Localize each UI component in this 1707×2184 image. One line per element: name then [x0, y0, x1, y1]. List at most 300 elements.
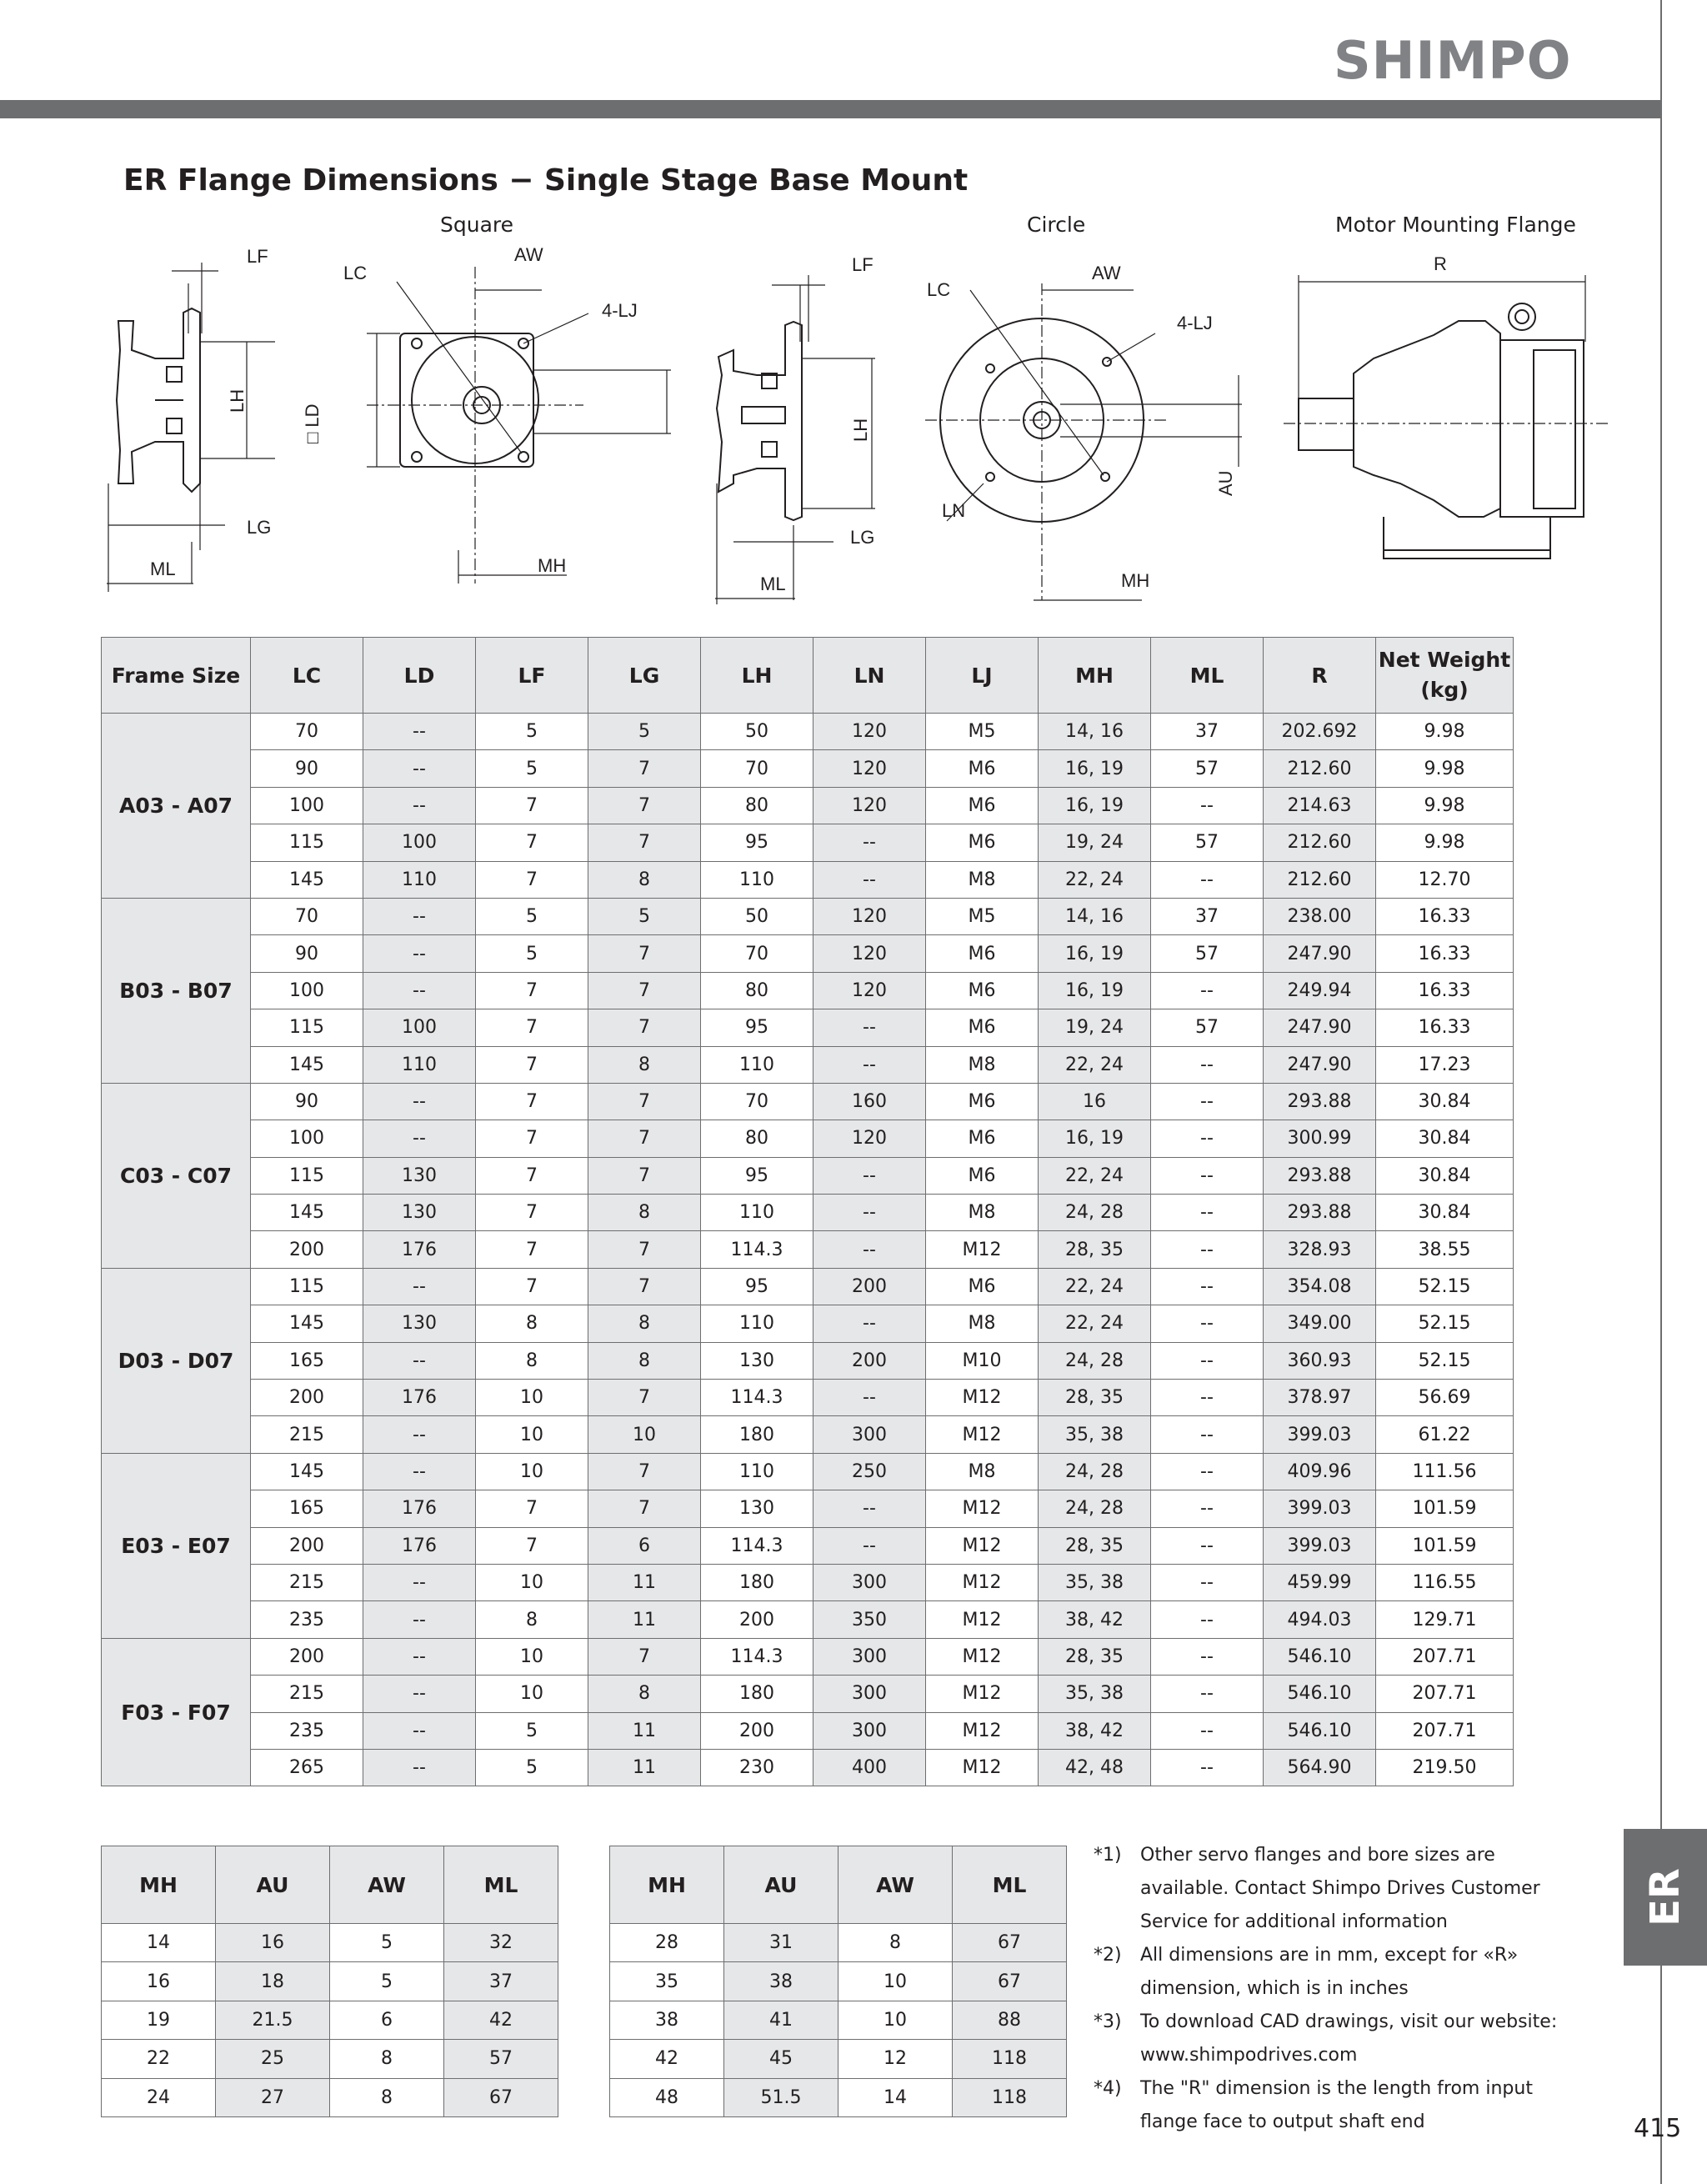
table-cell: 7 — [476, 1120, 588, 1157]
table-cell: 95 — [701, 1268, 813, 1305]
table-cell: -- — [813, 1305, 926, 1342]
motor-flange-view — [1284, 275, 1609, 559]
table-cell: 7 — [476, 861, 588, 898]
label-r: R — [1434, 253, 1447, 274]
table-cell: -- — [813, 1527, 926, 1564]
table-cell: 399.03 — [1264, 1527, 1376, 1564]
page-title: ER Flange Dimensions − Single Stage Base Mount — [123, 163, 969, 198]
table-cell: 120 — [813, 1120, 926, 1157]
table-cell: 22, 24 — [1039, 1046, 1151, 1083]
col-header: LC — [251, 638, 363, 714]
col-header: MH — [1039, 638, 1151, 714]
table-cell: -- — [363, 1564, 476, 1600]
table-cell: 24, 28 — [1039, 1195, 1151, 1231]
table-cell: 88 — [953, 2001, 1067, 2039]
table-row — [102, 898, 1514, 934]
table-cell: 160 — [813, 1083, 926, 1120]
table-cell: 293.88 — [1264, 1157, 1376, 1194]
table-cell: 215 — [251, 1416, 363, 1453]
table-cell: 180 — [701, 1564, 813, 1600]
table-header-row — [610, 1846, 1067, 1924]
dimension-drawings — [83, 233, 1650, 617]
table-cell: 61.22 — [1376, 1416, 1514, 1453]
table-cell: 18 — [216, 1962, 330, 2001]
table-cell: 115 — [251, 1157, 363, 1194]
table-cell: M8 — [926, 1305, 1039, 1342]
table-cell: -- — [1151, 1453, 1264, 1490]
table-cell: -- — [1151, 861, 1264, 898]
table-cell: 230 — [701, 1749, 813, 1786]
table-cell: 5 — [476, 1712, 588, 1749]
table-cell: 378.97 — [1264, 1380, 1376, 1416]
table-cell: 7 — [588, 972, 701, 1009]
table-cell: 30.84 — [1376, 1083, 1514, 1120]
col-header: R — [1264, 638, 1376, 714]
table-cell: 38 — [610, 2001, 724, 2039]
table-cell: 212.60 — [1264, 824, 1376, 861]
table-cell: 546.10 — [1264, 1676, 1376, 1712]
table-cell: 120 — [813, 898, 926, 934]
table-cell: M6 — [926, 1157, 1039, 1194]
col-header: AW — [838, 1846, 953, 1924]
table-cell: 6 — [588, 1527, 701, 1564]
table-cell: 12.70 — [1376, 861, 1514, 898]
table-cell: M12 — [926, 1712, 1039, 1749]
table-cell: -- — [1151, 1490, 1264, 1527]
table-cell: 350 — [813, 1601, 926, 1638]
table-cell: 110 — [701, 1046, 813, 1083]
table-cell: 8 — [588, 1305, 701, 1342]
label-ln: LN — [942, 500, 966, 521]
table-row — [102, 1009, 1514, 1046]
table-cell: M12 — [926, 1749, 1039, 1786]
table-cell: -- — [1151, 1231, 1264, 1268]
table-cell: 50 — [701, 714, 813, 750]
table-cell: 28, 35 — [1039, 1231, 1151, 1268]
table-row — [102, 2001, 558, 2039]
table-cell: M6 — [926, 1083, 1039, 1120]
table-cell: 120 — [813, 714, 926, 750]
table-cell: 37 — [1151, 714, 1264, 750]
table-cell: 56.69 — [1376, 1380, 1514, 1416]
table-cell: 409.96 — [1264, 1453, 1376, 1490]
table-cell: 11 — [588, 1749, 701, 1786]
table-row — [102, 824, 1514, 861]
table-cell: M8 — [926, 1195, 1039, 1231]
table-cell: 7 — [588, 1083, 701, 1120]
table-cell: 52.15 — [1376, 1268, 1514, 1305]
table-cell: 238.00 — [1264, 898, 1376, 934]
table-cell: -- — [813, 1157, 926, 1194]
footnote-text: To download CAD drawings, visit our website: www.shimpodrives.com — [1140, 2011, 1558, 2066]
table-cell: M6 — [926, 1009, 1039, 1046]
table-cell: 115 — [251, 824, 363, 861]
table-row — [102, 1962, 558, 2001]
table-cell: 31 — [724, 1924, 838, 1962]
table-cell: 176 — [363, 1527, 476, 1564]
table-cell: 90 — [251, 1083, 363, 1120]
table-cell: 300 — [813, 1712, 926, 1749]
table-cell: 16, 19 — [1039, 935, 1151, 972]
table-cell: M12 — [926, 1676, 1039, 1712]
table-cell: 114.3 — [701, 1527, 813, 1564]
table-cell: 215 — [251, 1676, 363, 1712]
table-cell: -- — [1151, 1527, 1264, 1564]
table-cell: 42 — [610, 2040, 724, 2078]
table-cell: M8 — [926, 861, 1039, 898]
table-row — [610, 1962, 1067, 2001]
table-cell: 10 — [476, 1453, 588, 1490]
table-cell: 5 — [476, 750, 588, 787]
shimpo-logo: SHIMPO — [1334, 30, 1572, 91]
table-cell: 14, 16 — [1039, 898, 1151, 934]
table-row — [102, 1749, 1514, 1786]
col-header: MH — [102, 1846, 216, 1924]
label-lj-circle: 4-LJ — [1177, 313, 1213, 333]
table-cell: 7 — [476, 1195, 588, 1231]
table-cell: 24, 28 — [1039, 1490, 1151, 1527]
table-row — [610, 2001, 1067, 2039]
table-cell: 130 — [363, 1157, 476, 1194]
table-cell: 110 — [701, 1195, 813, 1231]
label-lc: LC — [343, 263, 368, 283]
table-cell: 215 — [251, 1564, 363, 1600]
table-cell: 7 — [588, 1157, 701, 1194]
table-cell: 212.60 — [1264, 750, 1376, 787]
view-label-motor: Motor Mounting Flange — [1335, 213, 1576, 237]
table-cell: 16.33 — [1376, 1009, 1514, 1046]
table-cell: 7 — [588, 1490, 701, 1527]
table-cell: 11 — [588, 1564, 701, 1600]
col-header: LH — [701, 638, 813, 714]
table-cell: 7 — [588, 787, 701, 824]
table-cell: 120 — [813, 787, 926, 824]
table-cell: -- — [363, 1268, 476, 1305]
table-cell: -- — [813, 1009, 926, 1046]
table-row — [102, 1342, 1514, 1379]
table-cell: 16 — [102, 1962, 216, 2001]
table-cell: 9.98 — [1376, 824, 1514, 861]
table-cell: M6 — [926, 935, 1039, 972]
table-cell: -- — [1151, 1416, 1264, 1453]
frame-size-cell: E03 - E07 — [102, 1453, 251, 1638]
table-cell: 200 — [251, 1527, 363, 1564]
table-cell: 100 — [363, 1009, 476, 1046]
table-cell: 6 — [330, 2001, 444, 2039]
table-cell: 200 — [701, 1601, 813, 1638]
table-cell: M12 — [926, 1416, 1039, 1453]
table-cell: 11 — [588, 1712, 701, 1749]
table-body — [102, 714, 1514, 1786]
table-cell: 400 — [813, 1749, 926, 1786]
table-cell: 9.98 — [1376, 787, 1514, 824]
table-cell: 5 — [330, 1962, 444, 2001]
table-cell: -- — [813, 1046, 926, 1083]
table-cell: 118 — [953, 2040, 1067, 2078]
table-cell: 130 — [701, 1490, 813, 1527]
table-cell: 5 — [476, 898, 588, 934]
table-cell: 16, 19 — [1039, 1120, 1151, 1157]
table-cell: 7 — [588, 1009, 701, 1046]
footnote-text: Other servo flanges and bore sizes are available. Contact Shimpo Drives Customer Service for additional information — [1140, 1845, 1540, 1932]
table-cell: -- — [363, 1712, 476, 1749]
table-cell: 165 — [251, 1342, 363, 1379]
table-cell: 16.33 — [1376, 972, 1514, 1009]
label-lh: LH — [227, 388, 248, 413]
table-cell: 22, 24 — [1039, 1268, 1151, 1305]
col-header: AU — [216, 1846, 330, 1924]
table-cell: 37 — [444, 1962, 558, 2001]
table-cell: 120 — [813, 750, 926, 787]
label-mh: MH — [538, 555, 567, 576]
table-row — [102, 787, 1514, 824]
table-cell: 16 — [1039, 1083, 1151, 1120]
table-cell: 176 — [363, 1490, 476, 1527]
table-cell: 180 — [701, 1676, 813, 1712]
table-cell: 14, 16 — [1039, 714, 1151, 750]
footnote — [1094, 2006, 1560, 2072]
table-cell: -- — [1151, 1638, 1264, 1675]
table-row — [102, 1380, 1514, 1416]
table-cell: 8 — [476, 1305, 588, 1342]
col-header: LD — [363, 638, 476, 714]
label-lj: 4-LJ — [602, 300, 638, 321]
table-cell: 48 — [610, 2078, 724, 2116]
col-header: AU — [724, 1846, 838, 1924]
table-cell: 21.5 — [216, 2001, 330, 2039]
table-cell: 22, 24 — [1039, 1157, 1151, 1194]
table-cell: -- — [1151, 787, 1264, 824]
table-cell: 145 — [251, 1195, 363, 1231]
table-cell: M6 — [926, 1120, 1039, 1157]
table-cell: -- — [1151, 1380, 1264, 1416]
label-ld: □ LD — [302, 403, 323, 443]
table-cell: 38 — [724, 1962, 838, 2001]
table-cell: 100 — [363, 824, 476, 861]
table-cell: 9.98 — [1376, 714, 1514, 750]
flange-dimensions-table — [101, 637, 1514, 1786]
table-cell: 7 — [588, 1120, 701, 1157]
table-cell: 118 — [953, 2078, 1067, 2116]
table-cell: 546.10 — [1264, 1638, 1376, 1675]
table-cell: 80 — [701, 1120, 813, 1157]
table-cell: 70 — [251, 898, 363, 934]
table-cell: M6 — [926, 750, 1039, 787]
table-cell: 30.84 — [1376, 1157, 1514, 1194]
col-header: ML — [953, 1846, 1067, 1924]
table-cell: -- — [363, 1453, 476, 1490]
table-cell: M8 — [926, 1453, 1039, 1490]
table-row — [102, 1268, 1514, 1305]
table-row — [610, 2040, 1067, 2078]
table-cell: -- — [363, 1638, 476, 1675]
table-cell: 95 — [701, 1157, 813, 1194]
table-cell: M6 — [926, 787, 1039, 824]
footnote-mark: *2) — [1094, 1945, 1122, 1966]
label-ml-circle: ML — [760, 574, 786, 594]
table-cell: 70 — [701, 1083, 813, 1120]
table-header-row — [102, 638, 1514, 714]
table-cell: -- — [363, 1416, 476, 1453]
col-header: LJ — [926, 638, 1039, 714]
table-cell: 45 — [724, 2040, 838, 2078]
table-cell: 35 — [610, 1962, 724, 2001]
table-cell: 8 — [476, 1342, 588, 1379]
table-cell: 22, 24 — [1039, 1305, 1151, 1342]
label-ml: ML — [150, 559, 176, 579]
label-lf-circle: LF — [852, 254, 874, 275]
table-header-row — [102, 1846, 558, 1924]
table-row — [102, 1046, 1514, 1083]
shaft-table-1 — [101, 1846, 558, 2117]
table-cell: M12 — [926, 1490, 1039, 1527]
col-header: LN — [813, 638, 926, 714]
page-number: 415 — [1634, 2114, 1682, 2143]
table-cell: -- — [1151, 1676, 1264, 1712]
table-row — [102, 1712, 1514, 1749]
table-cell: 10 — [588, 1416, 701, 1453]
table-cell: 110 — [701, 1305, 813, 1342]
table-cell: 8 — [588, 1676, 701, 1712]
table-cell: 100 — [251, 972, 363, 1009]
table-cell: 10 — [838, 1962, 953, 2001]
table-cell: 145 — [251, 1046, 363, 1083]
table-cell: M12 — [926, 1601, 1039, 1638]
table-cell: 51.5 — [724, 2078, 838, 2116]
table-cell: 22 — [102, 2040, 216, 2078]
table-cell: -- — [363, 1120, 476, 1157]
table-cell: 200 — [251, 1380, 363, 1416]
table-cell: 7 — [476, 1490, 588, 1527]
table-cell: 300 — [813, 1676, 926, 1712]
table-cell: M10 — [926, 1342, 1039, 1379]
table-cell: 8 — [330, 2040, 444, 2078]
table-cell: 100 — [251, 787, 363, 824]
table-cell: 100 — [251, 1120, 363, 1157]
table-row — [102, 1490, 1514, 1527]
view-label-square: Square — [440, 213, 514, 237]
table-cell: 16 — [216, 1924, 330, 1962]
table-cell: 5 — [330, 1924, 444, 1962]
table-cell: -- — [363, 1083, 476, 1120]
table-cell: 10 — [476, 1638, 588, 1675]
table-cell: M6 — [926, 1268, 1039, 1305]
table-cell: 37 — [1151, 898, 1264, 934]
frame-size-cell: D03 - D07 — [102, 1268, 251, 1453]
table-cell: 24, 28 — [1039, 1453, 1151, 1490]
table-cell: M5 — [926, 898, 1039, 934]
table-cell: 57 — [1151, 824, 1264, 861]
table-cell: -- — [813, 1490, 926, 1527]
footnote — [1094, 1939, 1560, 2006]
table-cell: 202.692 — [1264, 714, 1376, 750]
table-cell: 16.33 — [1376, 898, 1514, 934]
table-cell: 7 — [588, 1638, 701, 1675]
table-cell: 247.90 — [1264, 935, 1376, 972]
table-cell: -- — [363, 1676, 476, 1712]
table-cell: 129.71 — [1376, 1601, 1514, 1638]
table-row — [102, 1120, 1514, 1157]
table-cell: 110 — [701, 1453, 813, 1490]
table-cell: 57 — [1151, 935, 1264, 972]
table-cell: 24, 28 — [1039, 1342, 1151, 1379]
table-row — [102, 1083, 1514, 1120]
table-cell: 67 — [953, 1924, 1067, 1962]
section-tab-label: ER — [1642, 1868, 1689, 1926]
table-cell: 19, 24 — [1039, 1009, 1151, 1046]
table-cell: -- — [813, 861, 926, 898]
table-cell: 399.03 — [1264, 1416, 1376, 1453]
table-cell: 28, 35 — [1039, 1380, 1151, 1416]
table-cell: 7 — [476, 824, 588, 861]
table-cell: 7 — [476, 1083, 588, 1120]
label-au: AU — [1215, 470, 1236, 496]
table-row — [610, 2078, 1067, 2116]
table-cell: -- — [1151, 972, 1264, 1009]
table-cell: -- — [363, 787, 476, 824]
label-aw-circle: AW — [1092, 263, 1121, 283]
table-cell: M12 — [926, 1527, 1039, 1564]
table-cell: 130 — [363, 1305, 476, 1342]
table-cell: 10 — [476, 1416, 588, 1453]
table-row — [102, 1195, 1514, 1231]
table-cell: 7 — [476, 1231, 588, 1268]
label-lc-circle: LC — [927, 279, 951, 300]
table-cell: 293.88 — [1264, 1195, 1376, 1231]
table-cell: 212.60 — [1264, 861, 1376, 898]
col-header: Frame Size — [102, 638, 251, 714]
table-cell: 265 — [251, 1749, 363, 1786]
table-cell: -- — [363, 898, 476, 934]
table-cell: 116.55 — [1376, 1564, 1514, 1600]
table-cell: 207.71 — [1376, 1638, 1514, 1675]
footnote-text: The "R" dimension is the length from input flange face to output shaft end — [1140, 2078, 1533, 2132]
square-side-view — [107, 263, 275, 592]
table-cell: 176 — [363, 1231, 476, 1268]
table-cell: -- — [813, 824, 926, 861]
table-cell: 5 — [476, 1749, 588, 1786]
table-cell: 35, 38 — [1039, 1564, 1151, 1600]
table-cell: 7 — [476, 1527, 588, 1564]
table-cell: 250 — [813, 1453, 926, 1490]
table-cell: -- — [363, 1749, 476, 1786]
table-cell: M12 — [926, 1564, 1039, 1600]
table-cell: 115 — [251, 1268, 363, 1305]
table-cell: 200 — [701, 1712, 813, 1749]
table-cell: 25 — [216, 2040, 330, 2078]
table-cell: 38.55 — [1376, 1231, 1514, 1268]
table-cell: -- — [1151, 1749, 1264, 1786]
table-cell: M12 — [926, 1231, 1039, 1268]
table-cell: 5 — [588, 898, 701, 934]
table-cell: -- — [363, 935, 476, 972]
table-cell: -- — [1151, 1601, 1264, 1638]
table-cell: 8 — [476, 1601, 588, 1638]
table-cell: 114.3 — [701, 1638, 813, 1675]
table-row — [102, 935, 1514, 972]
table-cell: 5 — [476, 714, 588, 750]
label-lg-circle: LG — [850, 527, 875, 548]
table-cell: 459.99 — [1264, 1564, 1376, 1600]
table-cell: 354.08 — [1264, 1268, 1376, 1305]
table-cell: 120 — [813, 972, 926, 1009]
table-row — [102, 750, 1514, 787]
table-cell: 10 — [476, 1564, 588, 1600]
frame-size-cell: C03 - C07 — [102, 1083, 251, 1268]
table-cell: 16, 19 — [1039, 750, 1151, 787]
table-cell: 235 — [251, 1601, 363, 1638]
table-cell: 70 — [251, 714, 363, 750]
